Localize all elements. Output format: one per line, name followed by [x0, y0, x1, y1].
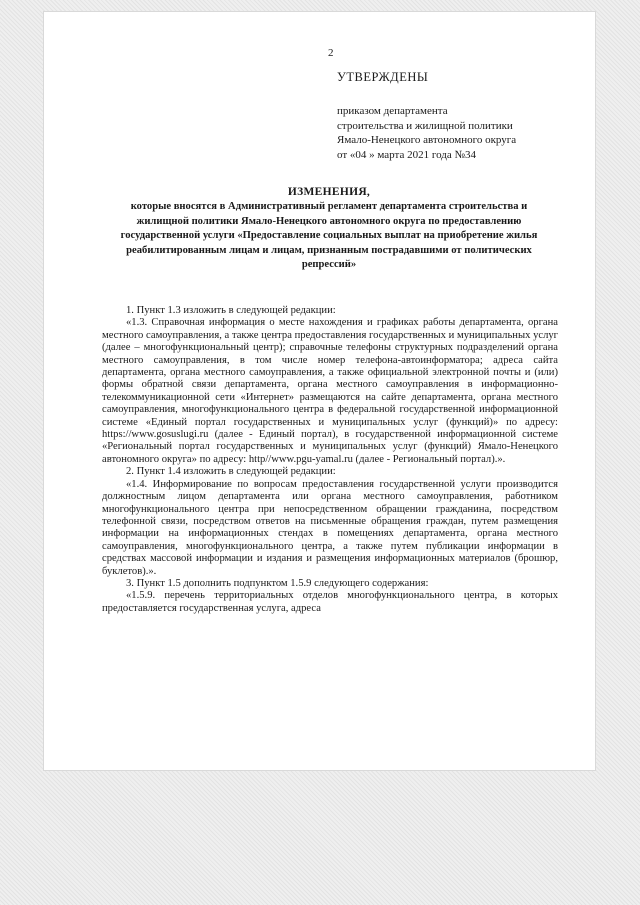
paragraph: 3. Пункт 1.5 дополнить подпунктом 1.5.9 следующего содержания:	[126, 577, 429, 589]
paragraph: «1.4. Информирование по вопросам предоставления государственной услуги производится должностным лицом департамента или органа местного самоуправления, работником многофункционального центра при непосредственном обращении гражданина, посредством телефонной связи, посредством ответов на письменные обращения граждан, путем размещения информации на информационных стендах в помещениях департамента, органа местного самоуправления, многофункционального центра, а также путем публикации информации в средствах массовой информации и издания и размещения информационных материалов (брошюр, буклетов).».	[102, 478, 558, 577]
document-page	[44, 12, 595, 770]
paragraph: 2. Пункт 1.4 изложить в следующей редакции:	[126, 466, 336, 478]
document-body	[102, 305, 558, 615]
order-line: строительства и жилищной политики	[337, 119, 513, 132]
order-line: Ямало-Ненецкого автономного округа	[337, 134, 517, 146]
approved-heading: УТВЕРЖДЕНЫ	[337, 70, 429, 84]
paragraph: 1. Пункт 1.3 изложить в следующей редакции:	[126, 305, 336, 316]
paragraph: «1.3. Справочная информация о месте нахождения и графиках работы департамента, органа местного самоуправления, а также центра предоставления государственных и муниципальных услуг (далее – многофункциональный центр); справочные телефоны структурных подразделений органа местного самоуправления, в том числе номер телефона-автоинформатора; адреса сайта департамента, органа местного самоуправления, а также официальной электронной почты и (или) формы обратной связи департамента, органа местного самоуправления в информационно-телекоммуникационной сети «Интернет» размещаются на сайте департамента, органа местного самоуправления, многофункционального центра в федеральной государственной информационной системе «Единый портал государственных и муниципальных услуг (функций)» по адресу: https://www.gosuslugi.ru (далее - Единый портал), в государственной информационной системе «Региональный портал государственных и муниципальных услуг (функций) Ямало-Ненецкого автономного округа» по адресу: http//www.pgu-yamal.ru (далее - Региональный портал).».	[102, 317, 558, 465]
document-title: ИЗМЕНЕНИЯ,	[287, 186, 371, 198]
paragraph: «1.5.9. перечень территориальных отделов многофункционального центра, в которых предоставляется государственная услуга, адреса	[102, 590, 558, 614]
order-line: от «04 » марта 2021 года №34	[337, 148, 477, 161]
document-subtitle: которые вносятся в Административный регламент департамента строительства и жилищной политики Ямало-Ненецкого автономного округа по предоставлению государственной услуги «Предоставление социальных выплат на приобретение жилья реабилитированным лицам и лицам, признанным пострадавшими от политических репрессий»	[120, 201, 538, 271]
order-line: приказом департамента	[337, 105, 448, 117]
order-reference	[337, 104, 582, 162]
page-number: 2	[328, 47, 334, 59]
